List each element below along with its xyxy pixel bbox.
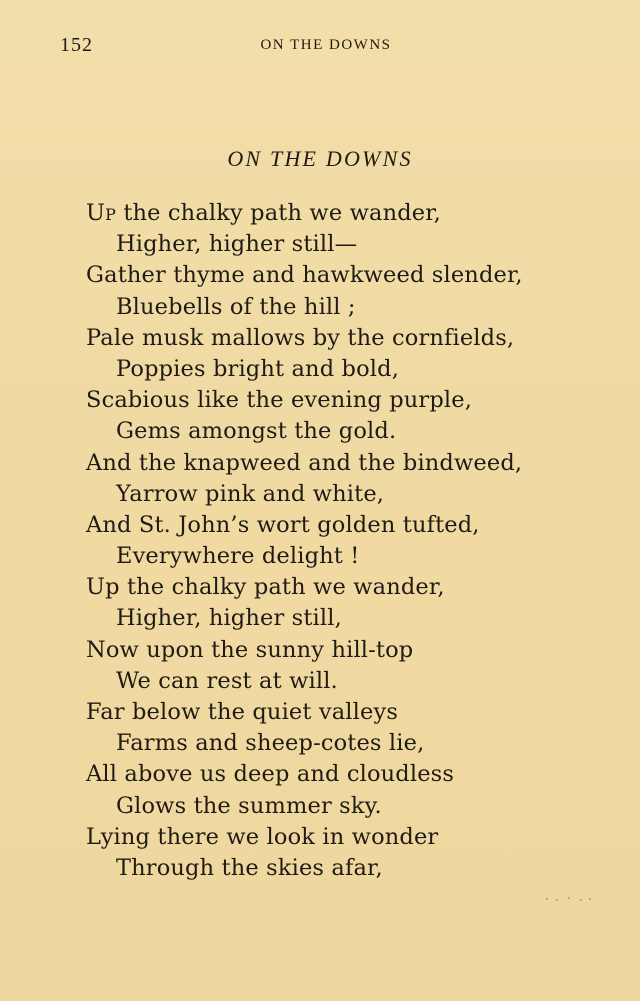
poem-line: Farms and sheep-cotes lie, [116, 730, 425, 757]
poem-title: ON THE DOWNS [227, 146, 413, 171]
poem-line: Poppies bright and bold, [116, 355, 399, 382]
poem-line: Higher, higher still, [116, 605, 342, 632]
running-head [0, 34, 640, 58]
poem-line: And St. John’s wort golden tufted, [86, 511, 480, 538]
poem-line: And the knapweed and the bindweed, [86, 449, 523, 476]
poem-line: Gather thyme and hawkweed slender, [86, 262, 523, 289]
poem-first-word: Up [86, 200, 117, 226]
poem-line: Far below the quiet valleys [86, 699, 399, 725]
poem-line: Glows the summer sky. [116, 792, 382, 819]
poem-line: Scabious like the evening purple, [86, 387, 472, 414]
poem-body [86, 198, 556, 884]
poem-line: Everywhere delight ! [116, 543, 360, 570]
poem-first-line-rest: the chalky path we wander, [116, 200, 441, 226]
poem-line: Up the chalky path we wander, [86, 574, 445, 601]
poem-line: Higher, higher still— [116, 231, 358, 258]
running-title: ON THE DOWNS [260, 37, 392, 53]
poem-line: All above us deep and cloudless [86, 761, 455, 788]
poem-line: Now upon the sunny hill-top [86, 636, 414, 663]
poem-line: Lying there we look in wonder [86, 823, 439, 850]
poem-line: Gems amongst the gold. [116, 418, 397, 445]
poem-line: We can rest at will. [116, 667, 338, 694]
poem-line: Yarrow pink and white, [116, 480, 385, 507]
poem-line: Bluebells of the hill ; [116, 293, 356, 320]
poem-line: Through the skies afar, [116, 854, 383, 881]
poem-line: Pale musk mallows by the cornfields, [86, 324, 515, 351]
page-number: 152 [60, 34, 93, 56]
paper-specks [544, 896, 592, 902]
poem-line-first [86, 198, 556, 229]
